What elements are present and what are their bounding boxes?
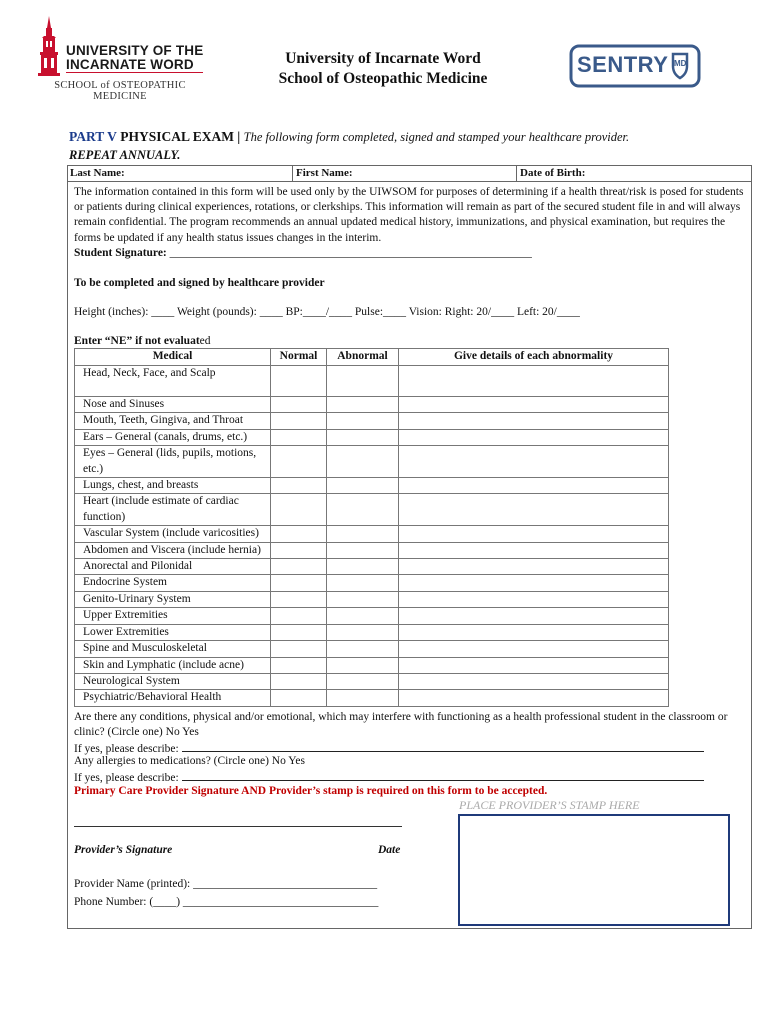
- details-cell[interactable]: [399, 478, 669, 494]
- repeat-annually-note: REPEAT ANNUALY.: [69, 148, 181, 162]
- table-row: [75, 366, 669, 397]
- required-signature-note: Primary Care Provider Signature AND Provider’s stamp is required on this form to be accepted.: [74, 785, 548, 797]
- abnormal-cell[interactable]: [327, 542, 399, 558]
- table-row: [75, 641, 669, 657]
- logo-sub-line2: MEDICINE: [93, 91, 147, 102]
- university-tower-logo-icon: [36, 16, 62, 76]
- part-description: The following form completed, signed and stamped your healthcare provider.: [243, 130, 630, 144]
- describe-conditions-label: If yes, please describe:: [74, 743, 179, 755]
- details-cell[interactable]: [399, 542, 669, 558]
- vitals-line[interactable]: Height (inches): ____ Weight (pounds): ____ BP:____/____ Pulse:____ Vision: Right: 20/____ Left: 20/____: [74, 306, 580, 318]
- describe-conditions-line[interactable]: [182, 740, 704, 752]
- details-cell[interactable]: [399, 446, 669, 478]
- exam-item-label: Neurological System: [75, 673, 271, 689]
- table-row: [75, 559, 669, 575]
- sentry-md-logo: [569, 44, 701, 88]
- abnormal-cell[interactable]: [327, 413, 399, 429]
- abnormal-cell[interactable]: [327, 641, 399, 657]
- student-signature-line[interactable]: _______________________________________________________________: [169, 247, 532, 259]
- details-cell[interactable]: [399, 429, 669, 445]
- phone-number-field[interactable]: Phone Number: (____) __________________________________: [74, 896, 379, 908]
- exam-item-label: Genito-Urinary System: [75, 591, 271, 607]
- abnormal-cell[interactable]: [327, 690, 399, 706]
- exam-item-label: Heart (include estimate of cardiac function): [75, 494, 271, 526]
- normal-cell[interactable]: [271, 494, 327, 526]
- info-paragraph: The information contained in this form will be used only by the UIWSOM for purposes of determining if a health threat/risk is posed for students or patients during clinical experiences, rotations, or clerkships. This information will remain as part of the secured student file in and will always remain confidential. The program recommends an annual updated medical history, immunizations, and physical examination, but requires the forms be updated if any health status issues changes in the interim.: [74, 186, 744, 244]
- abnormal-cell[interactable]: [327, 429, 399, 445]
- normal-cell[interactable]: [271, 366, 327, 397]
- details-cell[interactable]: [399, 494, 669, 526]
- exam-item-label: Anorectal and Pilonidal: [75, 559, 271, 575]
- table-row: [75, 657, 669, 673]
- details-cell[interactable]: [399, 673, 669, 689]
- table-row: [75, 542, 669, 558]
- col-medical: Medical: [75, 349, 271, 366]
- describe-allergies-line[interactable]: [182, 769, 704, 781]
- abnormal-cell[interactable]: [327, 575, 399, 591]
- table-row: [75, 429, 669, 445]
- abnormal-cell[interactable]: [327, 673, 399, 689]
- abnormal-cell[interactable]: [327, 494, 399, 526]
- abnormal-cell[interactable]: [327, 397, 399, 413]
- exam-item-label: Eyes – General (lids, pupils, motions, etc.): [75, 446, 271, 478]
- col-normal: Normal: [271, 349, 327, 366]
- table-row: [75, 624, 669, 640]
- name-divider: [292, 165, 293, 181]
- table-row: [75, 591, 669, 607]
- student-signature-row: [74, 246, 532, 261]
- normal-cell[interactable]: [271, 641, 327, 657]
- student-signature-label: Student Signature:: [74, 247, 167, 259]
- question-allergies: Any allergies to medications? (Circle one) No Yes: [74, 755, 306, 767]
- abnormal-cell[interactable]: [327, 526, 399, 542]
- exam-item-label: Lungs, chest, and breasts: [75, 478, 271, 494]
- exam-item-label: Lower Extremities: [75, 624, 271, 640]
- normal-cell[interactable]: [271, 608, 327, 624]
- normal-cell[interactable]: [271, 591, 327, 607]
- logo-line1: UNIVERSITY OF THE: [66, 43, 204, 58]
- details-cell[interactable]: [399, 624, 669, 640]
- normal-cell[interactable]: [271, 657, 327, 673]
- logo-wordmark: [66, 44, 203, 73]
- part-name: PHYSICAL EXAM |: [120, 129, 241, 144]
- details-cell[interactable]: [399, 575, 669, 591]
- abnormal-cell[interactable]: [327, 624, 399, 640]
- exam-item-label: Skin and Lymphatic (include acne): [75, 657, 271, 673]
- details-cell[interactable]: [399, 657, 669, 673]
- dob-label: Date of Birth:: [520, 167, 586, 179]
- title-line2: School of Osteopathic Medicine: [278, 70, 488, 87]
- table-row: [75, 673, 669, 689]
- details-cell[interactable]: [399, 690, 669, 706]
- table-row: [75, 413, 669, 429]
- page-title: [230, 49, 536, 89]
- normal-cell[interactable]: [271, 429, 327, 445]
- describe-allergies-label: If yes, please describe:: [74, 772, 179, 784]
- exam-item-label: Endocrine System: [75, 575, 271, 591]
- abnormal-cell[interactable]: [327, 591, 399, 607]
- table-row: [75, 608, 669, 624]
- part-heading: [69, 129, 749, 145]
- exam-item-label: Mouth, Teeth, Gingiva, and Throat: [75, 413, 271, 429]
- provider-signature-line[interactable]: [74, 826, 402, 827]
- abnormal-cell[interactable]: [327, 366, 399, 397]
- normal-cell[interactable]: [271, 575, 327, 591]
- question-conditions: Are there any conditions, physical and/or emotional, which may interfere with functioning as a health professional student in the classroom or clinic? (Circle one) No Yes: [74, 711, 728, 738]
- details-cell[interactable]: [399, 413, 669, 429]
- table-row: [75, 690, 669, 706]
- exam-item-label: Vascular System (include varicosities): [75, 526, 271, 542]
- col-details: Give details of each abnormality: [399, 349, 669, 366]
- provider-section-heading: To be completed and signed by healthcare provider: [74, 277, 325, 289]
- abnormal-cell[interactable]: [327, 608, 399, 624]
- provider-signature-label: Provider’s Signature: [74, 844, 173, 856]
- provider-stamp-box[interactable]: [458, 814, 730, 926]
- stamp-label: PLACE PROVIDER’S STAMP HERE: [459, 798, 640, 812]
- normal-cell[interactable]: [271, 690, 327, 706]
- table-row: [75, 526, 669, 542]
- exam-item-label: Upper Extremities: [75, 608, 271, 624]
- ne-note: [74, 334, 211, 349]
- table-row: [75, 446, 669, 478]
- exam-item-label: Nose and Sinuses: [75, 397, 271, 413]
- date-label: Date: [378, 844, 401, 856]
- normal-cell[interactable]: [271, 624, 327, 640]
- first-name-label: First Name:: [296, 167, 353, 179]
- provider-name-field[interactable]: Provider Name (printed): ________________________________: [74, 878, 378, 890]
- exam-table: [74, 348, 669, 707]
- table-row: [75, 575, 669, 591]
- normal-cell[interactable]: [271, 673, 327, 689]
- normal-cell[interactable]: [271, 413, 327, 429]
- abnormal-cell[interactable]: [327, 446, 399, 478]
- normal-cell[interactable]: [271, 542, 327, 558]
- details-cell[interactable]: [399, 526, 669, 542]
- exam-item-label: Abdomen and Viscera (include hernia): [75, 542, 271, 558]
- normal-cell[interactable]: [271, 446, 327, 478]
- title-line1: University of Incarnate Word: [285, 50, 481, 67]
- col-abnormal: Abnormal: [327, 349, 399, 366]
- logo-subtitle: [40, 80, 200, 102]
- details-cell[interactable]: [399, 366, 669, 397]
- ne-note-rest: ed: [199, 335, 211, 347]
- sentry-md-badge: MD: [674, 59, 687, 68]
- exam-item-label: Spine and Musculoskeletal: [75, 641, 271, 657]
- normal-cell[interactable]: [271, 478, 327, 494]
- table-row: [75, 494, 669, 526]
- normal-cell[interactable]: [271, 559, 327, 575]
- logo-line2: INCARNATE WORD: [66, 58, 203, 73]
- name-divider: [516, 165, 517, 181]
- abnormal-cell[interactable]: [327, 478, 399, 494]
- logo-sub-line1: SCHOOL of OSTEOPATHIC: [54, 80, 186, 91]
- part-label: PART V: [69, 129, 117, 144]
- name-row: [67, 165, 752, 182]
- table-row: [75, 397, 669, 413]
- abnormal-cell[interactable]: [327, 657, 399, 673]
- normal-cell[interactable]: [271, 397, 327, 413]
- ne-note-bold: Enter “NE” if not evaluat: [74, 335, 200, 347]
- exam-table-header: [75, 349, 669, 366]
- exam-item-label: Head, Neck, Face, and Scalp: [75, 366, 271, 397]
- details-cell[interactable]: [399, 641, 669, 657]
- details-cell[interactable]: [399, 591, 669, 607]
- abnormal-cell[interactable]: [327, 559, 399, 575]
- table-row: [75, 478, 669, 494]
- sentry-text: SENTRY: [577, 52, 669, 77]
- exam-item-label: Ears – General (canals, drums, etc.): [75, 429, 271, 445]
- details-cell[interactable]: [399, 397, 669, 413]
- last-name-label: Last Name:: [70, 167, 125, 179]
- normal-cell[interactable]: [271, 526, 327, 542]
- details-cell[interactable]: [399, 559, 669, 575]
- exam-item-label: Psychiatric/Behavioral Health: [75, 690, 271, 706]
- details-cell[interactable]: [399, 608, 669, 624]
